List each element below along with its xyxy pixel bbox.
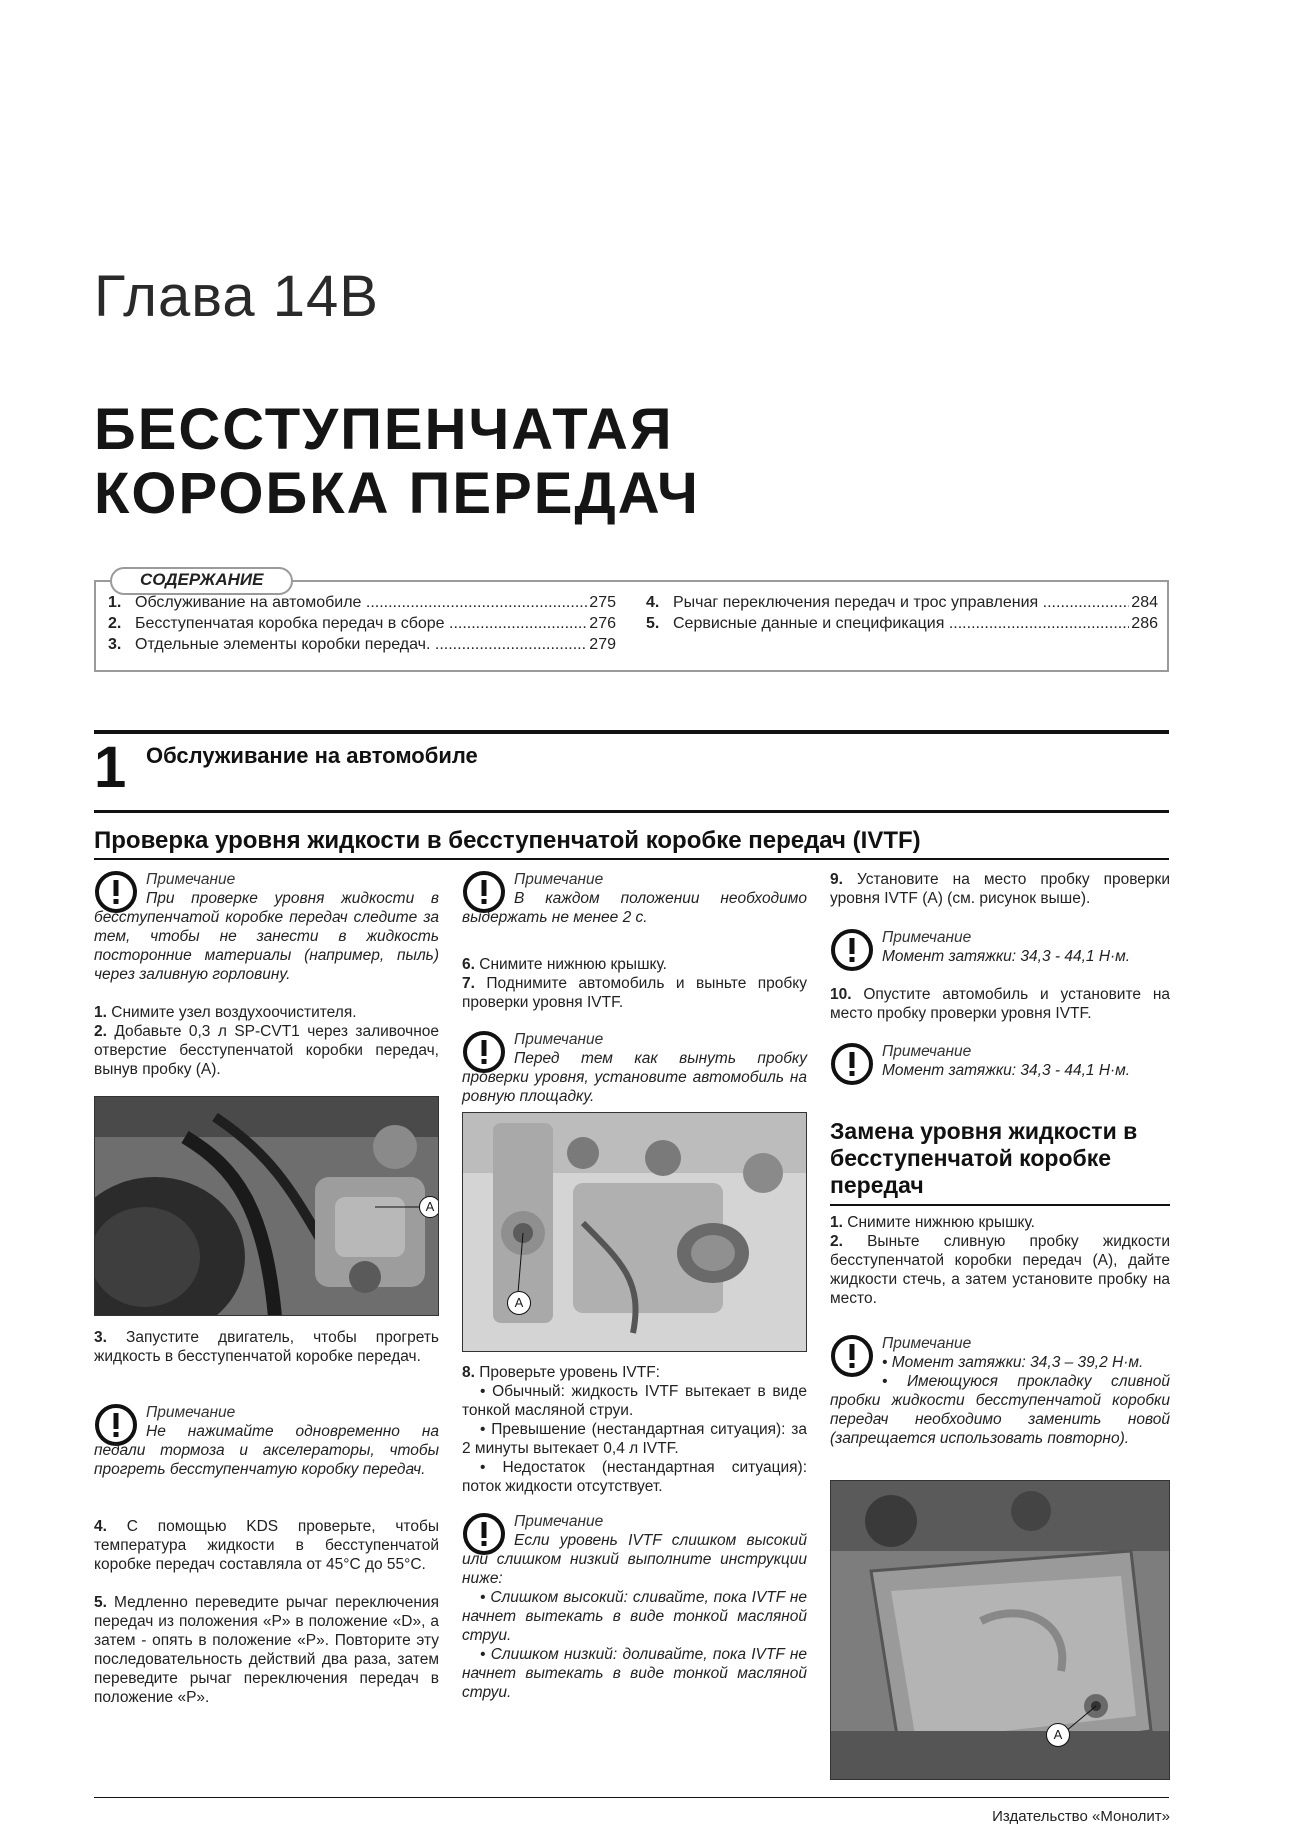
note-text: Момент затяжки: 34,3 - 44,1 Н·м. — [882, 948, 1131, 965]
toc-item[interactable]: 1. Обслуживание на автомобиле ..... 275 — [108, 592, 616, 613]
toc-item[interactable]: 5. Сервисные данные и спецификация ..... 286 — [646, 613, 1158, 634]
note-label: Примечание — [514, 1513, 604, 1530]
note-col3-1 — [830, 928, 1170, 978]
photo-level-plug — [462, 1112, 807, 1352]
step-6: 6. Снимите нижнюю крышку. — [462, 956, 667, 973]
note-text: Если уровень IVTF слишком высокий или слишком низкий выполните инструкции ниже: — [462, 1532, 807, 1587]
step-2: 2. Добавьте 0,3 л SP-CVT1 через заливочное отверстие бесступенчатой коробки передач, вынув пробку (А). — [94, 1023, 439, 1078]
note-col1-1 — [94, 870, 439, 990]
toc-item[interactable]: 3. Отдельные элементы коробки передач. ..... 279 — [108, 634, 616, 655]
note-col2-1 — [462, 870, 807, 940]
note-label: Примечание — [514, 871, 604, 888]
note-text: В каждом положении необходимо выдержать не менее 2 с. — [462, 890, 807, 926]
publisher-footer: Издательство «Монолит» — [992, 1808, 1170, 1825]
note-label: Примечание — [882, 929, 972, 946]
chapter-label: Глава 14В — [94, 264, 379, 329]
section-title: Обслуживание на автомобиле — [146, 743, 478, 768]
drain-step-1: 1. Снимите нижнюю крышку. — [830, 1214, 1035, 1231]
note-label: Примечание — [146, 871, 236, 888]
chapter-title — [94, 398, 700, 526]
toc-left-column — [108, 592, 616, 655]
note-text: Момент затяжки: 34,3 - 44,1 Н·м. — [882, 1062, 1131, 1079]
note-bullet: • Слишком низкий: доливайте, пока IVTF не начнет вытекать в виде тонкой масляной струи. — [462, 1646, 807, 1701]
photo-drain-plug — [830, 1480, 1170, 1780]
toc-item[interactable]: 4. Рычаг переключения передач и трос управления ..... 284 — [646, 592, 1158, 613]
note-col3-2 — [830, 1042, 1170, 1092]
note-col2-2 — [462, 1030, 807, 1110]
bullet-excess: • Превышение (нестандартная ситуация): за 2 минуты вытекает 0,4 л IVTF. — [462, 1421, 807, 1457]
toc-heading: СОДЕРЖАНИЕ — [110, 567, 293, 595]
drain-step-2: 2. Выньте сливную пробку жидкости бесступенчатой коробки передач (А), дайте жидкости стечь, а затем установите пробку на место. — [830, 1233, 1170, 1307]
note-col2-3 — [462, 1512, 807, 1722]
footer-rule — [94, 1797, 1169, 1798]
toc-right-column — [646, 592, 1158, 634]
step-9: 9. Установите на место пробку проверки уровня IVTF (А) (см. рисунок выше). — [830, 871, 1170, 907]
section-number: 1 — [94, 735, 127, 800]
step-3: 3. Запустите двигатель, чтобы прогреть жидкость в бесступенчатой коробке передач. — [94, 1329, 439, 1365]
step-10: 10. Опустите автомобиль и установите на место пробку проверки уровня IVTF. — [830, 986, 1170, 1022]
note-bullet: • Слишком высокий: сливайте, пока IVTF не начнет вытекать в виде тонкой масляной струи. — [462, 1589, 807, 1644]
toc-item[interactable]: 2. Бесступенчатая коробка передач в сборе ..... 276 — [108, 613, 616, 634]
note-text: Перед тем как вынуть пробку проверки уровня, установите автомобиль на ровную площадку. — [462, 1050, 807, 1105]
section-top-rule — [94, 730, 1169, 734]
subsection-rule — [94, 858, 1169, 860]
step-1: 1. Снимите узел воздухоочистителя. — [94, 1004, 357, 1021]
chapter-title-line1: БЕССТУПЕНЧАТАЯ — [94, 397, 674, 462]
callout-a: A — [507, 1291, 531, 1315]
step-5: 5. Медленно переведите рычаг переключения передач из положения «P» в положение «D», а затем - опять в положение «P». Повторите эту последовательность действий два раза, затем переведите рычаг переключения передач в положение «P». — [94, 1594, 439, 1706]
subsection-heading: Замена уровня жидкости в бесступенчатой коробке передач — [830, 1118, 1138, 1198]
note-text: При проверке уровня жидкости в бесступенчатой коробке передач следите за тем, чтобы не занести в жидкость посторонние материалы (например, пыль) через заливную горловину. — [94, 890, 439, 983]
note-label: Примечание — [514, 1031, 604, 1048]
note-bullet: • Момент затяжки: 34,3 – 39,2 Н·м. — [882, 1354, 1144, 1371]
note-label: Примечание — [882, 1335, 972, 1352]
chapter-title-line2: КОРОБКА ПЕРЕДАЧ — [94, 461, 700, 526]
section-bottom-rule — [94, 810, 1169, 813]
step-7: 7. Поднимите автомобиль и выньте пробку проверки уровня IVTF. — [462, 975, 807, 1011]
step-8: 8. Проверьте уровень IVTF: — [462, 1364, 660, 1381]
note-text: Не нажимайте одновременно на педали тормоза и акселераторы, чтобы прогреть бесступенчатую коробку передач. — [94, 1423, 439, 1478]
callout-a: A — [1046, 1723, 1070, 1747]
subsection-title: Проверка уровня жидкости в бесступенчатой коробке передач (IVTF) — [94, 827, 921, 854]
note-bullet: • Имеющуюся прокладку сливной пробки жидкости бесступенчатой коробки передач необходимо заменить новой (запрещается использовать повторно). — [830, 1373, 1170, 1447]
note-col1-2 — [94, 1403, 439, 1503]
note-label: Примечание — [882, 1043, 972, 1060]
note-label: Примечание — [146, 1404, 236, 1421]
photo-filler-plug — [94, 1096, 439, 1316]
step-4: 4. С помощью KDS проверьте, чтобы температура жидкости в бесступенчатой коробке передач составляла от 45°С до 55°С. — [94, 1518, 439, 1573]
bullet-shortage: • Недостаток (нестандартная ситуация): поток жидкости отсутствует. — [462, 1459, 807, 1495]
subsection-heading-rule — [830, 1204, 1170, 1206]
note-col3-3 — [830, 1334, 1170, 1474]
callout-a: A — [419, 1196, 439, 1218]
bullet-normal: • Обычный: жидкость IVTF вытекает в виде тонкой масляной струи. — [462, 1383, 807, 1419]
